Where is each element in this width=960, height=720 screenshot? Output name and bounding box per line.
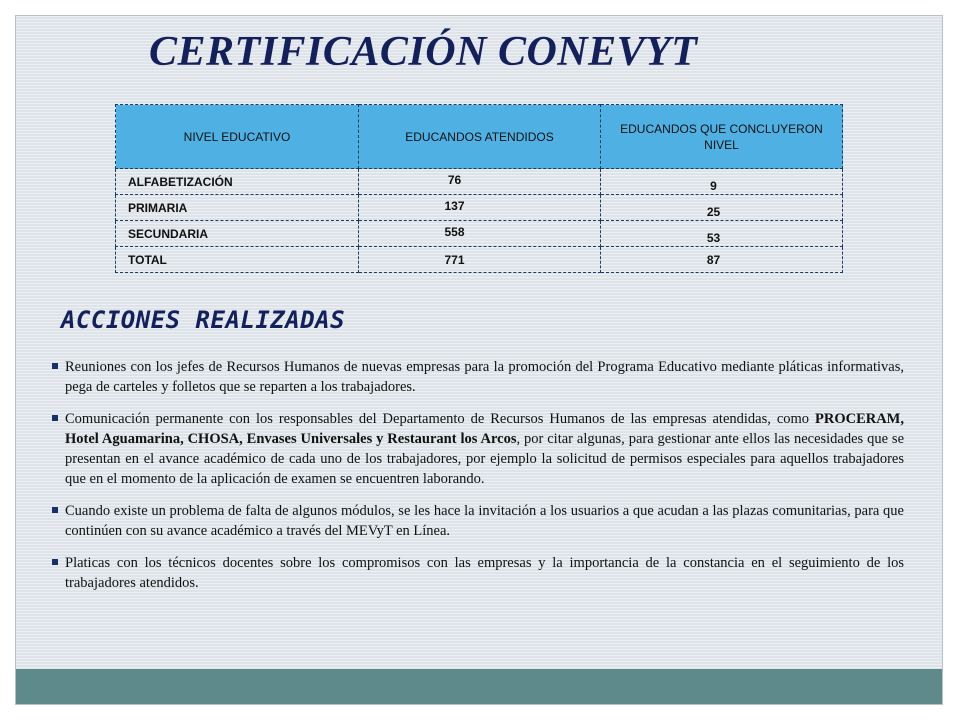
row-atendidos: 558 [359,221,601,247]
action-text: Cuando existe un problema de falta de algunos módulos, se les hace la invitación a los usuarios a que acudan a las plazas comunitarias, para que continúen con su avance académico a través del MEVyT en Línea. [65,503,904,539]
row-atendidos: 137 [359,195,601,221]
row-atendidos: 76 [359,169,601,195]
footer-band [16,669,942,704]
square-bullet-icon [52,363,58,369]
row-nivel: ALFABETIZACIÓN [116,169,359,195]
square-bullet-icon [52,415,58,421]
action-text-before: Comunicación permanente con los responsables del Departamento de Recursos Humanos de las empresas atendidas, como [65,411,815,427]
table-row [116,169,843,195]
row-concluyeron: 25 [601,195,843,221]
square-bullet-icon [52,507,58,513]
header-educandos-concluyeron: EDUCANDOS QUE CONCLUYERON NIVEL [601,105,843,169]
action-companies-bold: PROCERAM, Hotel Aguamarina, CHOSA, Envases Universales [65,411,904,447]
table-total-row [116,247,843,273]
action-text: Platicas con los técnicos docentes sobre los compromisos con las empresas y la importancia de la constancia en el seguimiento de los trabajadores atendidos. [65,555,904,591]
square-bullet-icon [52,559,58,565]
header-nivel-educativo: NIVEL EDUCATIVO [116,105,359,169]
action-conjunction: y [372,431,388,447]
row-nivel: SECUNDARIA [116,221,359,247]
actions-list [52,357,904,605]
action-text-after: , por citar algunas, para gestionar ante ellos las necesidades que se presentan en el avance académico de cada uno de los trabajadores, por ejemplo la solicitud de permisos especiales para aquellos trabajadores que en el momento de la aplicación de examen se encuentren laborando. [65,431,905,487]
row-nivel: TOTAL [116,247,359,273]
table-row [116,221,843,247]
row-atendidos: 771 [359,247,601,273]
list-item [52,501,904,541]
row-concluyeron: 87 [601,247,843,273]
certification-table [115,104,843,273]
action-text: Reuniones con los jefes de Recursos Humanos de nuevas empresas para la promoción del Programa Educativo mediante pláticas informativas, pega de carteles y folletos que se reparten a los trabajadores. [65,359,904,395]
list-item [52,409,904,489]
list-item [52,553,904,593]
row-nivel: PRIMARIA [116,195,359,221]
table-header-row [116,105,843,169]
slide [15,15,943,705]
section-title: ACCIONES REALIZADAS [61,306,346,334]
list-item [52,357,904,397]
row-concluyeron: 53 [601,221,843,247]
row-concluyeron: 9 [601,169,843,195]
page-title: CERTIFICACIÓN CONEVYT [149,29,698,75]
header-educandos-atendidos: EDUCANDOS ATENDIDOS [359,105,601,169]
action-restaurant-bold: Restaurant los Arcos [387,431,517,447]
table-row [116,195,843,221]
